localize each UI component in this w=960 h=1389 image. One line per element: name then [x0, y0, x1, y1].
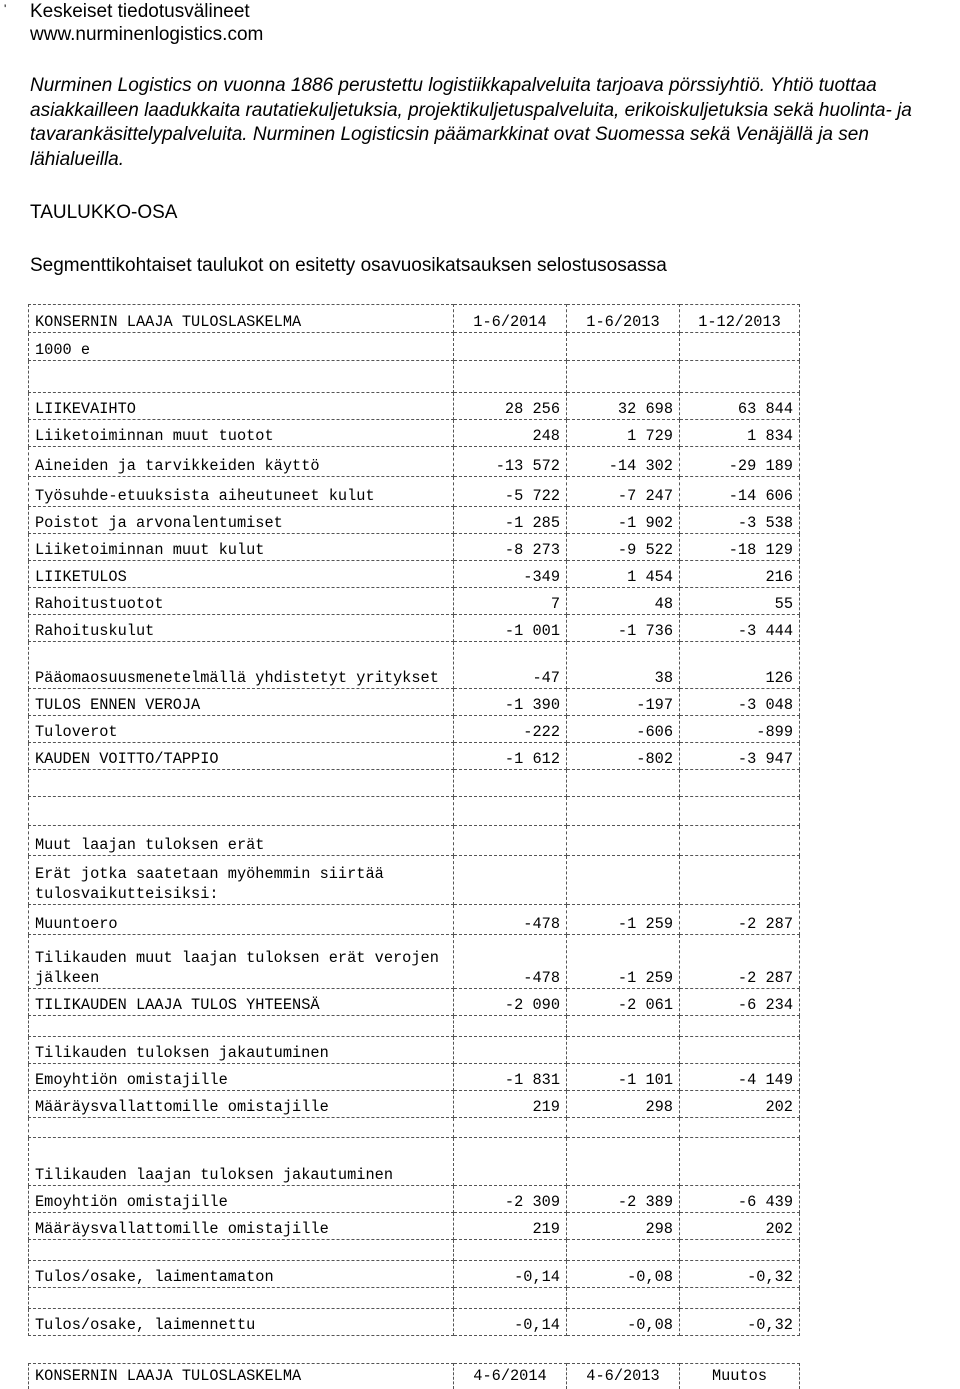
allocation-heading: Tilikauden laajan tuloksen jakautuminen	[29, 1138, 454, 1186]
table-row	[29, 1064, 800, 1091]
cell-value: -4 149	[680, 1064, 800, 1091]
cell-value: -3 947	[680, 743, 800, 770]
unit-row	[29, 333, 800, 361]
income-statement-table	[28, 304, 800, 1336]
table-row	[29, 615, 800, 642]
column-header: 1-12/2013	[680, 305, 800, 333]
cell-value: -3 444	[680, 615, 800, 642]
row-label: Liiketoiminnan muut kulut	[29, 534, 454, 561]
row-label: Tilikauden muut laajan tuloksen erät verojen jälkeen	[29, 935, 454, 989]
table-row	[29, 856, 800, 905]
cell-value: 126	[680, 642, 800, 689]
cell-value: 219	[454, 1213, 567, 1240]
row-label: LIIKEVAIHTO	[29, 393, 454, 420]
unit-label: 1000 e	[29, 333, 454, 361]
cell-value: -18 129	[680, 534, 800, 561]
cell-value: -1 101	[567, 1064, 680, 1091]
section-title: TAULUKKO-OSA	[30, 202, 178, 223]
column-header: 1-6/2014	[454, 305, 567, 333]
row-label: TULOS ENNEN VEROJA	[29, 689, 454, 716]
row-label: Määräysvallattomille omistajille	[29, 1091, 454, 1118]
spacer-row	[29, 1016, 800, 1037]
section-note: Segmenttikohtaiset taulukot on esitetty osavuosikatsauksen selostusosassa	[30, 255, 667, 276]
row-label: Työsuhde-etuuksista aiheutuneet kulut	[29, 477, 454, 507]
media-heading: Keskeiset tiedotusvälineet	[30, 1, 250, 22]
cell-value: 248	[454, 420, 567, 447]
cell-value: -29 189	[680, 447, 800, 477]
column-header: 4-6/2014	[454, 1364, 567, 1389]
cell-value: -0,32	[680, 1309, 800, 1336]
table-row	[29, 935, 800, 989]
row-label: Rahoitustuotot	[29, 588, 454, 615]
table-row	[29, 561, 800, 588]
cell-value: -802	[567, 743, 680, 770]
cell-value: 48	[567, 588, 680, 615]
cell-value: -1 390	[454, 689, 567, 716]
allocation-heading: Tilikauden tuloksen jakautuminen	[29, 1037, 454, 1064]
table-row	[29, 716, 800, 743]
cell-value: -8 273	[454, 534, 567, 561]
table-title: KONSERNIN LAAJA TULOSLASKELMA	[29, 305, 454, 333]
company-description: Nurminen Logistics on vuonna 1886 perustettu logistiikkapalveluita tarjoava pörssiyhtiö. Yhtiö tuottaa asiakkailleen laadukkaita rautatiekuljetuksia, projektikuljetuspalveluita, erikoiskuljetuksia sekä huolinta- ja tavarankäsittelypalveluita. Nurminen Logisticsin päämarkkinat ovat Suomessa sekä Venäjällä ja sen lähialueilla.	[30, 75, 912, 170]
cell-value: -197	[567, 689, 680, 716]
cell-value: -13 572	[454, 447, 567, 477]
table-row	[29, 1037, 800, 1064]
table-row	[29, 1186, 800, 1213]
row-label: Poistot ja arvonalentumiset	[29, 507, 454, 534]
spacer-row	[29, 1288, 800, 1309]
cell-value: -3 538	[680, 507, 800, 534]
row-label: KAUDEN VOITTO/TAPPIO	[29, 743, 454, 770]
table-row	[29, 642, 800, 689]
spacer-row	[29, 770, 800, 797]
row-label: Emoyhtiön omistajille	[29, 1186, 454, 1213]
cell-value: 202	[680, 1213, 800, 1240]
cell-value: 1 834	[680, 420, 800, 447]
spacer-row	[29, 797, 800, 826]
row-label: Tuloverot	[29, 716, 454, 743]
row-label: Muuntoero	[29, 905, 454, 935]
table-header-row	[29, 305, 800, 333]
cell-value: -2 389	[567, 1186, 680, 1213]
column-header: 1-6/2013	[567, 305, 680, 333]
cell-value: -7 247	[567, 477, 680, 507]
table-row	[29, 507, 800, 534]
cell-value: -2 309	[454, 1186, 567, 1213]
row-label: Rahoituskulut	[29, 615, 454, 642]
cell-value: 1 729	[567, 420, 680, 447]
cell-value: -899	[680, 716, 800, 743]
table-row	[29, 1091, 800, 1118]
spacer-row	[29, 1240, 800, 1261]
cell-value: -14 302	[567, 447, 680, 477]
table-row	[29, 1138, 800, 1186]
cell-value: -1 736	[567, 615, 680, 642]
cell-value: -478	[454, 905, 567, 935]
cell-value: -478	[454, 935, 567, 989]
table-row	[29, 1309, 800, 1336]
table-row	[29, 393, 800, 420]
table-row	[29, 447, 800, 477]
row-label: Liiketoiminnan muut tuotot	[29, 420, 454, 447]
table-title: KONSERNIN LAAJA TULOSLASKELMA	[29, 1364, 454, 1389]
cell-value: -3 048	[680, 689, 800, 716]
table-header-row	[29, 1364, 800, 1389]
table-row	[29, 989, 800, 1016]
cell-value: -1 259	[567, 905, 680, 935]
cell-value: -0,08	[567, 1261, 680, 1288]
spacer-row	[29, 361, 800, 393]
row-label: Emoyhtiön omistajille	[29, 1064, 454, 1091]
cell-value: 38	[567, 642, 680, 689]
table-row	[29, 1213, 800, 1240]
cell-value: 7	[454, 588, 567, 615]
cell-value: -2 287	[680, 935, 800, 989]
column-header: 4-6/2013	[567, 1364, 680, 1389]
cell-value: -1 259	[567, 935, 680, 989]
cell-value: -0,32	[680, 1261, 800, 1288]
cell-value: -5 722	[454, 477, 567, 507]
cell-value: -47	[454, 642, 567, 689]
row-label: Pääomaosuusmenetelmällä yhdistetyt yritykset	[29, 642, 454, 689]
row-label: Aineiden ja tarvikkeiden käyttö	[29, 447, 454, 477]
cell-value: -2 061	[567, 989, 680, 1016]
table-row	[29, 826, 800, 856]
bullet-marker: '	[4, 2, 7, 16]
table-row	[29, 743, 800, 770]
cell-value: -606	[567, 716, 680, 743]
cell-value: 55	[680, 588, 800, 615]
row-label: Tulos/osake, laimentamaton	[29, 1261, 454, 1288]
cell-value: -6 439	[680, 1186, 800, 1213]
table-row	[29, 905, 800, 935]
row-label: Määräysvallattomille omistajille	[29, 1213, 454, 1240]
cell-value: -2 090	[454, 989, 567, 1016]
cell-value: -1 612	[454, 743, 567, 770]
cell-value: -1 285	[454, 507, 567, 534]
spacer-row	[29, 1118, 800, 1138]
cell-value: -0,14	[454, 1309, 567, 1336]
quarterly-income-statement-table	[28, 1363, 800, 1389]
cell-value: -0,08	[567, 1309, 680, 1336]
cell-value: -6 234	[680, 989, 800, 1016]
cell-value: -1 001	[454, 615, 567, 642]
oci-heading: Muut laajan tuloksen erät	[29, 826, 454, 856]
cell-value: 28 256	[454, 393, 567, 420]
cell-value: -1 831	[454, 1064, 567, 1091]
table-row	[29, 1261, 800, 1288]
cell-value: -14 606	[680, 477, 800, 507]
website-link[interactable]: www.nurminenlogistics.com	[30, 24, 264, 45]
oci-subheading: Erät jotka saatetaan myöhemmin siirtää tulosvaikutteisiksi:	[29, 856, 454, 905]
table-row	[29, 689, 800, 716]
cell-value: -0,14	[454, 1261, 567, 1288]
cell-value: 219	[454, 1091, 567, 1118]
table-row	[29, 420, 800, 447]
table-row	[29, 588, 800, 615]
row-label: TILIKAUDEN LAAJA TULOS YHTEENSÄ	[29, 989, 454, 1016]
cell-value: -9 522	[567, 534, 680, 561]
table-row	[29, 477, 800, 507]
table-row	[29, 534, 800, 561]
row-label: LIIKETULOS	[29, 561, 454, 588]
cell-value: 298	[567, 1091, 680, 1118]
row-label: Tulos/osake, laimennettu	[29, 1309, 454, 1336]
cell-value: -2 287	[680, 905, 800, 935]
cell-value: 202	[680, 1091, 800, 1118]
cell-value: 32 698	[567, 393, 680, 420]
cell-value: 298	[567, 1213, 680, 1240]
cell-value: 1 454	[567, 561, 680, 588]
cell-value: 216	[680, 561, 800, 588]
cell-value: -349	[454, 561, 567, 588]
cell-value: -1 902	[567, 507, 680, 534]
column-header: Muutos	[680, 1364, 800, 1389]
cell-value: -222	[454, 716, 567, 743]
cell-value: 63 844	[680, 393, 800, 420]
